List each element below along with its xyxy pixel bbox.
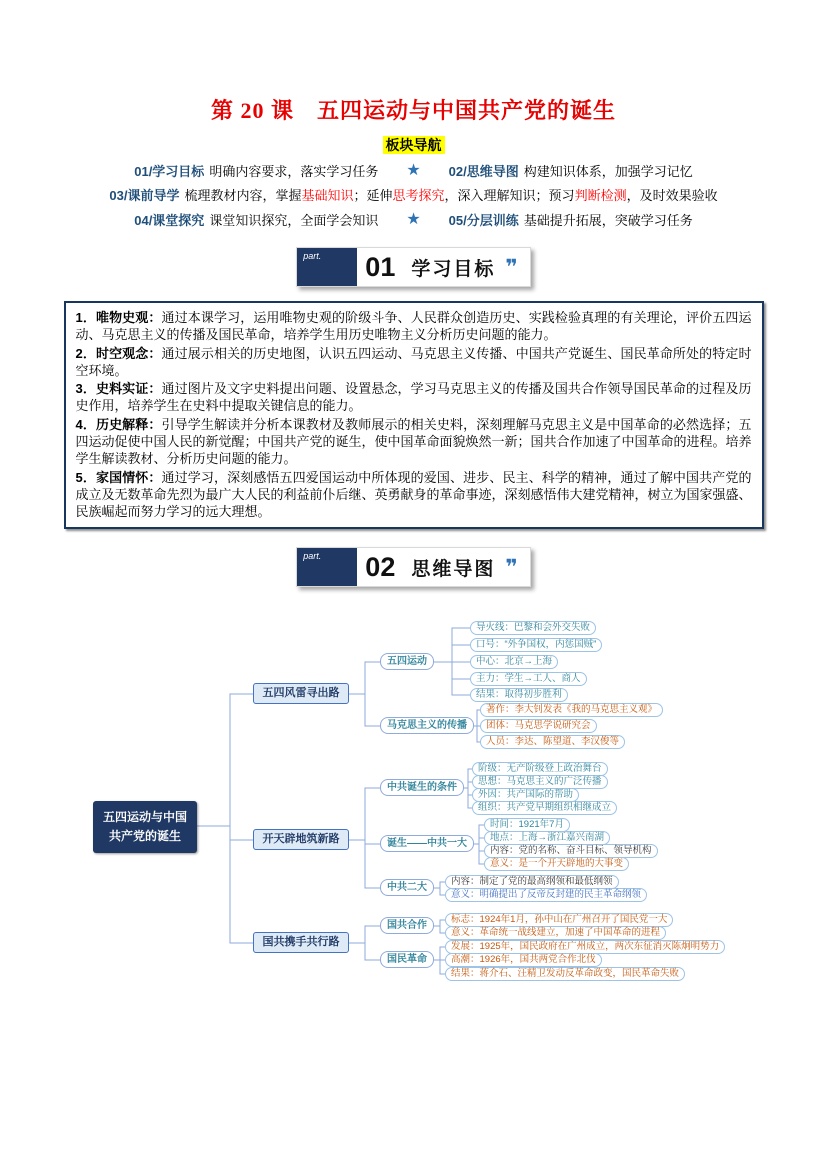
nav-item-03-highlight: 基础知识 xyxy=(301,188,354,203)
mindmap-subnode: 中共二大 xyxy=(380,879,434,896)
mindmap-subnode: 国民革命 xyxy=(380,951,434,968)
part-word: part. xyxy=(303,251,322,261)
mindmap xyxy=(80,601,820,1011)
objective-label: 1．唯物史观： xyxy=(75,310,162,325)
mindmap-leaf: 结果：取得初步胜利 xyxy=(470,688,568,702)
nav-item-05-desc: 基础提升拓展，突破学习任务 xyxy=(523,212,693,228)
quote-icon: ❞ xyxy=(505,555,518,579)
objective-text: 通过图片及文字史料提出问题、设置悬念，学习马克思主义的传播及国共合作领导国民革命的过程及历史作用，培养学生在史料中提取关键信息的能力。 xyxy=(75,381,752,414)
nav-item-01 xyxy=(134,161,378,180)
part-tab xyxy=(297,548,357,586)
mindmap-leaf: 标志：1924年1月，孙中山在广州召开了国民党一大 xyxy=(445,913,673,927)
mindmap-leaf: 导火线：巴黎和会外交失败 xyxy=(470,621,596,635)
mindmap-leaf: 意义：是一个开天辟地的大事变 xyxy=(484,857,629,871)
nav-item-04-label: 04/课堂探究 xyxy=(134,212,205,228)
star-icon: ★ xyxy=(406,162,421,179)
star-icon: ★ xyxy=(406,211,421,228)
nav-item-01-label: 01/学习目标 xyxy=(134,163,205,179)
mindmap-subnode: 马克思主义的传播 xyxy=(380,717,474,734)
objective-item xyxy=(76,309,752,344)
mindmap-branch: 开天辟地筑新路 xyxy=(253,829,349,850)
nav-item-03-desc: ；延伸 xyxy=(353,188,393,203)
nav-item-03 xyxy=(109,185,717,204)
objective-item xyxy=(76,345,752,380)
mindmap-leaf: 结果：蒋介石、汪精卫发动反革命政变，国民革命失败 xyxy=(445,967,685,981)
objective-item xyxy=(76,416,752,468)
section-title: 学习目标 xyxy=(411,258,496,280)
nav-item-03-desc: ，及时效果验收 xyxy=(626,188,718,203)
nav-item-02 xyxy=(449,161,693,180)
nav-item-05-label: 05/分层训练 xyxy=(448,212,519,228)
nav-item-02-desc: 构建知识体系，加强学习记忆 xyxy=(523,163,693,179)
mindmap-branch: 国共携手共行路 xyxy=(253,932,349,953)
objective-label: 4．历史解释： xyxy=(75,416,162,432)
mindmap-leaf: 发展：1925年，国民政府在广州成立，两次东征消灭陈炯明势力 xyxy=(445,940,725,954)
nav-item-01-desc: 明确内容要求，落实学习任务 xyxy=(209,163,379,179)
objective-text: 引导学生解读并分析本课教材及教师展示的相关史料，深刻理解马克思主义是中国革命的必然选择；五四运动促使中国人民的新觉醒；中国共产党的诞生，使中国革命面貌焕然一新；国共合作加速了中国革命的进程。培养学生解读教材、分析历史问题的能力。 xyxy=(75,416,752,467)
nav-item-03-desc: 梳理教材内容，掌握 xyxy=(184,188,302,203)
mindmap-leaf: 主力：学生→工人、商人 xyxy=(470,672,587,686)
nav-row-1 xyxy=(0,160,827,180)
nav-badge: 板块导航 xyxy=(383,136,445,154)
objective-item xyxy=(76,380,752,415)
mindmap-leaf: 高潮：1926年，国共两党合作北伐 xyxy=(445,953,602,967)
section-header-mindmap xyxy=(296,547,530,587)
mindmap-leaf: 团体：马克思学说研究会 xyxy=(480,719,597,733)
section-title: 思维导图 xyxy=(411,558,496,580)
mindmap-leaf: 地点：上海→浙江嘉兴南湖 xyxy=(484,831,610,845)
mindmap-leaf: 思想：马克思主义的广泛传播 xyxy=(472,775,608,789)
mindmap-subnode: 国共合作 xyxy=(380,917,434,934)
nav-item-03-desc: ，深入理解知识；预习 xyxy=(444,188,575,203)
section-header-learning-goals xyxy=(296,247,530,287)
mindmap-leaf: 阶级：无产阶级登上政治舞台 xyxy=(472,762,608,776)
nav-item-04-desc: 课堂知识探究，全面学会知识 xyxy=(209,212,379,228)
mindmap-subnode: 中共诞生的条件 xyxy=(380,779,464,796)
mindmap-leaf: 意义：革命统一战线建立，加速了中国革命的进程 xyxy=(445,926,666,940)
mindmap-leaf: 组织：共产党早期组织相继成立 xyxy=(472,801,617,815)
part-number: 01 xyxy=(365,251,396,282)
nav-item-03-label: 03/课前导学 xyxy=(109,188,180,203)
mindmap-leaf: 时间：1921年7月 xyxy=(484,818,570,832)
learning-objectives-box xyxy=(64,301,764,529)
objective-label: 5．家国情怀： xyxy=(75,469,162,485)
part-word: part. xyxy=(303,551,322,562)
mindmap-leaf: 内容：党的名称、奋斗目标、领导机构 xyxy=(484,844,658,858)
nav-item-03-highlight: 思考探究 xyxy=(392,188,445,203)
nav-badge-wrap xyxy=(0,135,827,155)
part-number: 02 xyxy=(365,551,396,582)
objective-text: 通过学习，深刻感悟五四爱国运动中所体现的爱国、进步、民主、科学的精神，通过了解中国共产党的成立及无数革命先烈为最广大人民的利益前仆后继、英勇献身的革命事迹，深刻感悟伟大建党精神，树立为国家强盛、民族崛起而努力学习的远大理想。 xyxy=(75,469,752,520)
page-title: 第 20 课 五四运动与中国共产党的诞生 xyxy=(210,98,616,123)
mindmap-leaf: 中心：北京→上海 xyxy=(470,655,558,669)
nav-item-04 xyxy=(134,210,378,229)
mindmap-leaf: 口号：“外争国权，内惩国贼” xyxy=(470,638,602,652)
objective-item xyxy=(76,469,752,521)
quote-icon: ❞ xyxy=(505,255,518,279)
nav-item-02-label: 02/思维导图 xyxy=(448,163,519,179)
part-tab xyxy=(297,248,357,286)
nav-item-03-highlight: 判断检测 xyxy=(574,188,627,203)
mindmap-subnode: 五四运动 xyxy=(380,653,434,670)
nav-row-3 xyxy=(0,209,827,229)
objective-text: 通过展示相关的历史地图，认识五四运动、马克思主义传播、中国共产党诞生、国民革命所处的特定时空环境。 xyxy=(75,345,752,378)
mindmap-branch: 五四风雷寻出路 xyxy=(253,683,349,704)
nav-item-05 xyxy=(449,210,693,229)
objective-label: 3．史料实证： xyxy=(75,381,162,397)
nav-row-2 xyxy=(0,185,827,204)
mindmap-leaf: 意义：明确提出了反帝反封建的民主革命纲领 xyxy=(445,888,647,902)
objective-label: 2．时空观念： xyxy=(75,345,162,361)
mindmap-root: 五四运动与中国共产党的诞生 xyxy=(93,801,197,852)
mindmap-leaf: 外因：共产国际的帮助 xyxy=(472,788,579,802)
mindmap-subnode: 诞生——中共一大 xyxy=(380,835,474,852)
objective-text: 通过本课学习，运用唯物史观的阶级斗争、人民群众创造历史、实践检验真理的有关理论，评价五四运动、马克思主义的传播及国民革命，培养学生用历史唯物主义分析历史问题的能力。 xyxy=(75,310,752,343)
mindmap-leaf: 人员：李达、陈望道、李汉俊等 xyxy=(480,735,625,749)
mindmap-leaf: 著作：李大钊发表《我的马克思主义观》 xyxy=(480,703,663,717)
mindmap-leaf: 内容：制定了党的最高纲领和最低纲领 xyxy=(445,875,619,889)
